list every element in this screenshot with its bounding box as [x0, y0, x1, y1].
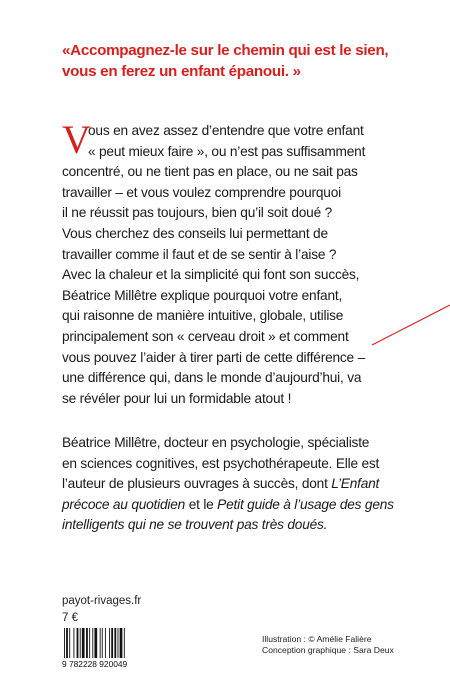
barcode-bar: [100, 628, 101, 658]
barcode-bar: [118, 628, 119, 658]
barcode-bar: [64, 628, 65, 658]
barcode-bar: [82, 628, 85, 658]
barcode-bar: [114, 628, 116, 658]
bio-line: en sciences cognitives, est psychothérapeute. Elle est: [62, 455, 380, 471]
quote-line-1: «Accompagnez-le sur le chemin qui est le sien,: [62, 42, 389, 59]
publisher-url[interactable]: payot-rivages.fr: [62, 595, 142, 607]
drop-cap: V: [62, 117, 91, 162]
barcode-bar: [94, 628, 97, 658]
blurb-line: se révéler pour lui un formidable atout !: [62, 390, 292, 406]
blurb-paragraph: [62, 117, 402, 409]
book-title-precoce: précoce au quotidien: [62, 496, 186, 512]
blurb-line: travailler comme il faut et de se sentir à l’aise ?: [62, 246, 337, 262]
blurb-line: concentré, ou ne tient pas en place, ou ne sait pas: [62, 164, 358, 180]
bio-text: et le: [185, 496, 218, 512]
barcode-bar: [124, 628, 125, 658]
book-title-enfant: L’Enfant: [331, 476, 380, 492]
blurb-line: Avec la chaleur et la simplicité qui font son succès,: [62, 267, 360, 283]
barcode-bar: [73, 628, 74, 658]
barcode-bar: [80, 628, 81, 658]
pull-quote: [62, 40, 422, 82]
blurb-line: Béatrice Millêtre explique pourquoi votre enfant,: [62, 287, 343, 303]
barcode-bar: [69, 628, 70, 658]
bio-line: [62, 515, 402, 536]
barcode-bar: [86, 628, 88, 658]
price: 7 €: [62, 612, 78, 624]
bio-line: Béatrice Millêtre, docteur en psychologie, spécialiste: [62, 435, 370, 450]
barcode-bar: [120, 628, 123, 658]
blurb-line: travailler – et vous voulez comprendre pourquoi: [62, 184, 341, 200]
quote-line-2: vous en ferez un enfant épanoui. »: [62, 63, 301, 80]
barcode-bar: [109, 628, 110, 658]
barcode-bar: [105, 628, 106, 658]
blurb-line: il ne réussit pas toujours, bien qu’il soit doué ?: [62, 205, 332, 221]
book-title-guide: Petit guide à l’usage des gens: [217, 496, 394, 512]
barcode-bar: [92, 628, 93, 658]
credits: [262, 634, 442, 656]
blurb-line: Vous cherchez des conseils lui permettant de: [62, 225, 328, 241]
barcode-bar: [102, 628, 103, 658]
blurb-line: une différence qui, dans le monde d’aujourd’hui, va: [62, 370, 362, 386]
blurb-line: principalement son « cerveau droit » et comment: [62, 328, 349, 344]
barcode-bar: [89, 628, 90, 658]
bio-text: l’auteur de plusieurs ouvrages à succès, dont: [62, 476, 332, 492]
bio-line: [62, 495, 402, 516]
barcode-bar: [77, 628, 79, 658]
book-title-guide-end: intelligents qui ne se trouvent pas très doués.: [62, 517, 328, 533]
blurb-line: « peut mieux faire », ou n’est pas suffisamment: [88, 143, 366, 159]
barcode-bar: [111, 628, 113, 658]
author-bio: [62, 433, 402, 536]
illustration-credit: Illustration : © Amélie Falière: [262, 634, 372, 644]
design-credit: Conception graphique : Sara Deux: [262, 645, 394, 655]
blurb-line: ous en avez assez d’entendre que votre enfant: [88, 123, 364, 138]
isbn-digits: 9 782228 920049: [62, 659, 128, 668]
blurb-line: vous pouvez l’aider à tirer parti de cette différence –: [62, 349, 365, 365]
bio-line: [62, 474, 402, 495]
blurb-line: qui raisonne de manière intuitive, globale, utilise: [62, 308, 344, 324]
barcode-bar: [66, 628, 68, 658]
isbn-barcode: [62, 628, 166, 668]
